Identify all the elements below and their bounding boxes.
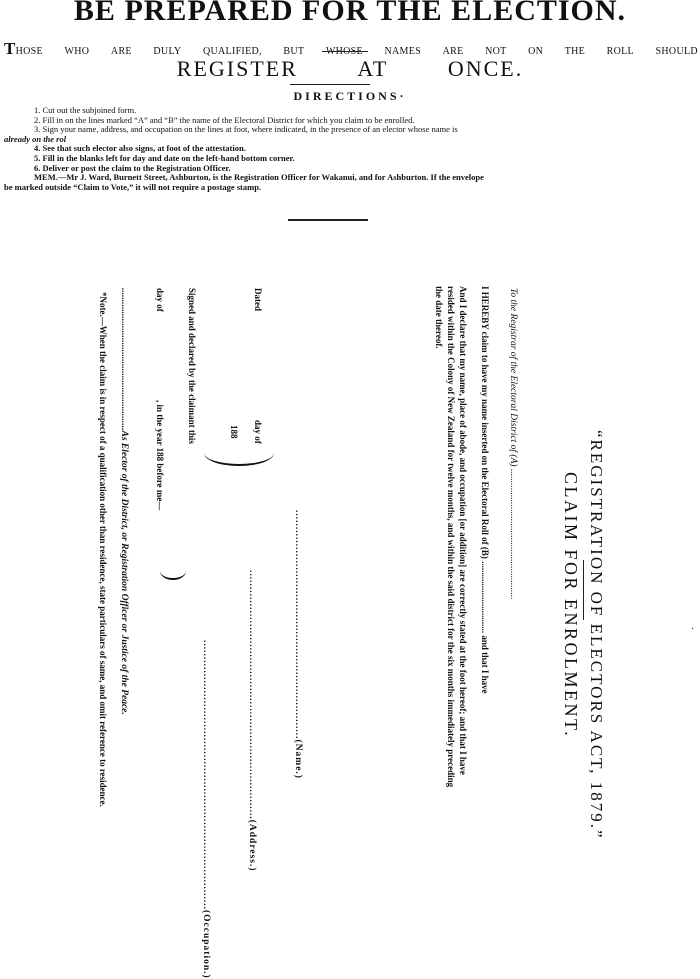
signed-declared: Signed and declared by the claimant this bbox=[187, 288, 197, 444]
claim-text-1: I HEREBY claim to have my name inserted on the Electoral Roll of (B) ................................ and that I have bbox=[480, 286, 490, 694]
address-signature-line: ..........................................................................(Address.) bbox=[247, 570, 257, 872]
day-of-label-2: day of bbox=[155, 288, 165, 312]
footnote: *Note.—When the claim is in respect of a qualification other than residence, state particulars of same, and omit reference to residence. bbox=[98, 292, 108, 807]
claim-title: CLAIM FOR ENROLMENT. bbox=[561, 472, 581, 739]
dated-label: Dated bbox=[253, 288, 263, 311]
date-brace bbox=[204, 440, 274, 466]
direction-2: 2. Fill in on the lines marked “A” and “B” the name of the Electoral District for which you claim to be enrolled. bbox=[34, 114, 415, 125]
memo-line-2: be marked outside “Claim to Vote,” it will not require a postage stamp. bbox=[4, 181, 262, 192]
rule-under-register bbox=[290, 84, 370, 85]
notice-word-8: NAMES bbox=[384, 46, 422, 57]
direction-3: 3. Sign your name, address, and occupation on the lines at foot, where indicated, in the presence of an elector whose name is bbox=[34, 124, 458, 135]
directions-list bbox=[4, 106, 700, 192]
notice-word-5: QUALIFIED, bbox=[202, 46, 262, 57]
claim-text-line-1 bbox=[480, 286, 489, 694]
notice-word-14: SHOULD bbox=[655, 46, 698, 57]
notice-word-6: BUT bbox=[283, 46, 305, 57]
notice-word-2: WHO bbox=[64, 46, 90, 57]
to-registrar-line: To the Registrar of the Electoral District of (A) ....................................................... bbox=[508, 288, 518, 600]
occupation-signature-line: ................................................................................(Occupation.) bbox=[201, 640, 211, 979]
register-word-3: ONCE. bbox=[447, 56, 524, 81]
notice-word-4: DULY bbox=[153, 46, 182, 57]
direction-3-continued: already on the rol bbox=[4, 133, 67, 144]
witness-brace bbox=[160, 562, 186, 580]
day-of-label: day of bbox=[253, 420, 263, 444]
elector-attestation-line: ............................................................As Elector of the District, or Registration Officer or Justice of the Peace. bbox=[119, 288, 129, 715]
notice-word-13: ROLL bbox=[606, 46, 634, 57]
notice-word-9: ARE bbox=[442, 46, 464, 57]
year-label: 188 bbox=[229, 425, 239, 439]
register-word-1: REGISTER bbox=[176, 56, 298, 81]
in-the-year: , in the year 188 before me— bbox=[155, 400, 165, 511]
notice-word-3: ARE bbox=[110, 46, 132, 57]
section-divider bbox=[288, 219, 368, 221]
act-title: “REGISTRATION OF ELECTORS ACT, 1879.” bbox=[587, 430, 606, 840]
notice-word-12: THE bbox=[564, 46, 586, 57]
register-word-2: AT bbox=[357, 56, 389, 81]
direction-5: 5. Fill in the blanks left for day and date on the left-hand bottom corner. bbox=[34, 152, 295, 163]
memo-line: MEM.—Mr J. Ward, Burnett Street, Ashburton, is the Registration Officer for Wakanui, and for Ashburton. If the envelope bbox=[34, 172, 484, 183]
headline: BE PREPARED FOR THE ELECTION. bbox=[73, 0, 627, 27]
direction-4: 4. See that such elector also signs, at foot of the attestation. bbox=[34, 143, 246, 154]
rule-under-names bbox=[322, 51, 368, 52]
directions-title: DIRECTIONS· bbox=[293, 89, 407, 103]
register-at-once bbox=[0, 56, 700, 82]
drop-initial: T bbox=[4, 39, 16, 58]
claim-text-line-4: the date thereof. bbox=[434, 286, 444, 349]
direction-1: 1. Cut out the subjoined form. bbox=[34, 105, 137, 115]
direction-6: 6. Deliver or post the claim to the Registration Officer. bbox=[34, 162, 231, 173]
name-signature-line: ....................................................................(Name.) bbox=[293, 510, 303, 779]
notice-line bbox=[4, 40, 698, 57]
notice-word-1: THOSE bbox=[4, 39, 43, 58]
notice-word-10: NOT bbox=[485, 46, 507, 57]
claim-text-line-3: resided within the Colony of New Zealand for twelve months, and within the said district for the six months immediately preceding bbox=[446, 286, 456, 788]
claim-text-line-2: And I declare that my name, place of abode, and occupation [or addition] are correctly stated at the foot hereof; and that I have bbox=[458, 286, 468, 775]
notice-word-11: ON bbox=[528, 46, 544, 57]
margin-mark: · bbox=[691, 624, 695, 635]
act-title-underline bbox=[583, 560, 584, 620]
